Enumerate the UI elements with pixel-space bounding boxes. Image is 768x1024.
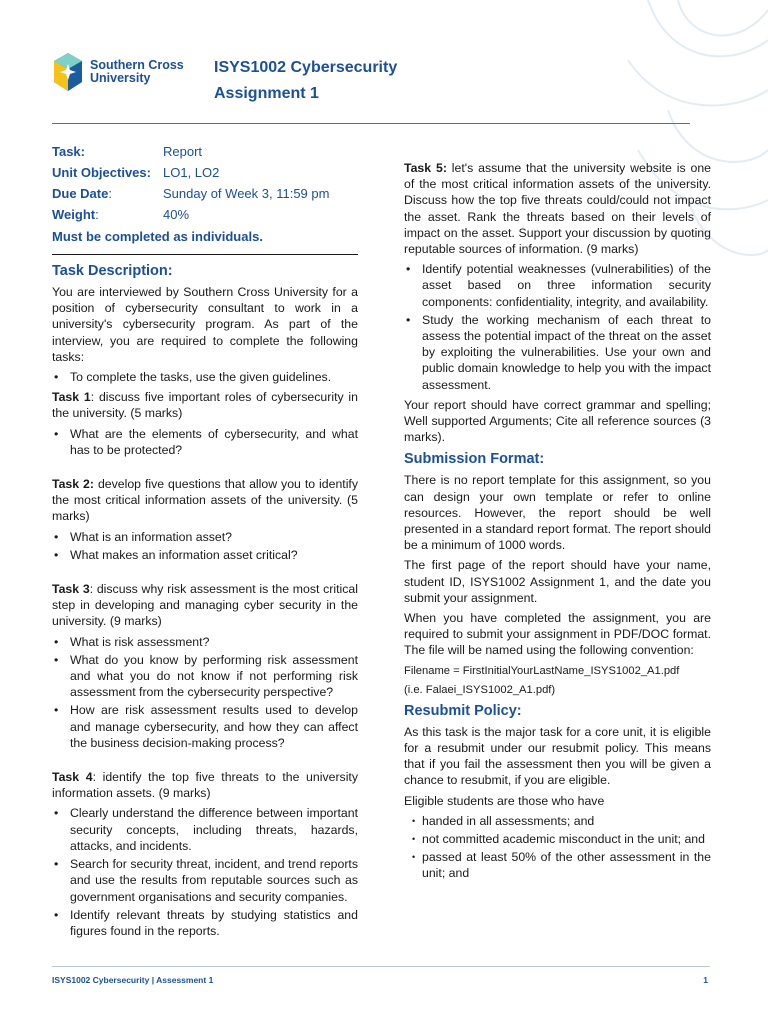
task3-text: : discuss why risk assessment is the most critical step in developing and managing cyber security in the university. (9 marks) [52,582,358,629]
page-number: 1 [703,975,708,985]
list-item: • not committed academic misconduct in the unit; and [404,831,711,847]
task1-paragraph [52,389,358,421]
meta-objectives-label: Unit Objectives: [52,165,151,180]
meta-due-value: Sunday of Week 3, 11:59 pm [163,186,330,201]
spacer [52,462,358,476]
list-item: • Study the working mechanism of each threat to assess the potential impact of the threat on the asset by exploiting the vulnerabilities. Use your own and public domain knowledge to help you with the impact assessment. [404,312,711,393]
meta-task-row [52,141,358,162]
university-name-line1: Southern Cross [90,58,184,72]
university-logo [52,52,192,92]
weight-label-text: Weight [52,207,96,222]
list-item: • What makes an information asset critical? [52,547,358,563]
section-divider [52,254,358,255]
spacer [52,755,358,769]
filename-convention: Filename = FirstInitialYourLastName_ISYS1002_A1.pdf [404,664,680,677]
intro-paragraph: You are interviewed by Southern Cross University for a position of cybersecurity consultant to work in a university's cybersecurity program. As part of the interview, you are required to complete the following tasks: [52,285,358,364]
task4-list [52,805,358,939]
submission-paragraph-3: When you have completed the assignment, you are required to submit your assignment in PDF/DOC format. The file will be named using the following convention: [404,611,711,658]
task1-label: Task 1 [52,390,91,405]
task1-text: : discuss five important roles of cybersecurity in the university. (5 marks) [52,390,358,421]
resubmit-paragraph-2: Eligible students are those who have [404,793,605,808]
task2-text: develop five questions that allow you to identify the most critical information assets of the university. (5 marks) [52,477,358,524]
task3-label: Task 3 [52,582,90,597]
task-description-heading: Task Description: [52,263,173,279]
filename-example: (i.e. Falaei_ISYS1002_A1.pdf) [404,683,556,696]
submission-paragraph-1: There is no report template for this assignment, so you can design your own template or refer to online resources. However, the report should be well presented in a standard report format. The report should be a minimum of 1000 words. [404,473,711,553]
list-item: • What are the elements of cybersecurity, and what has to be protected? [52,426,358,458]
meta-due-label [52,183,163,204]
task2-label: Task 2: [52,477,94,492]
university-name [90,59,184,85]
due-label-text: Due Date [52,186,109,201]
footer-course-label: ISYS1002 Cybersecurity | Assessment 1 [52,975,214,985]
list-item: • Clearly understand the difference between important security concepts, including threats, hazards, attacks, and incidents. [52,805,358,854]
task4-label: Task 4 [52,770,93,785]
header-divider [52,123,690,124]
task4-text: : identify the top five threats to the university information assets. (9 marks) [52,770,358,801]
task5-list [404,261,711,393]
title-assignment: Assignment 1 [214,85,319,102]
individual-note: Must be completed as individuals. [52,229,263,244]
list-item: • How are risk assessment results used to develop and manage cybersecurity, and how they can affect the business decision-making process? [52,702,358,751]
list-item: • Identify potential weaknesses (vulnerabilities) of the asset based on three information security components: confidentiality, integrity, and availability. [404,261,711,310]
meta-objectives-row [52,162,358,183]
task5-text: let's assume that the university website is one of the most critical information assets of the university. Discuss how the top five threats could/could not impact the asset. Rank the threats based on their levels of impact on the asset. Support your discussion by quoting reputable sources of information. (9 marks) [404,161,711,257]
list-item: • Search for security threat, incident, and trend reports and use the results from reputable sources such as government organisations and security companies. [52,856,358,905]
title-course: ISYS1002 Cybersecurity [214,59,398,76]
resubmit-list [404,813,711,882]
meta-task-label: Task: [52,144,85,159]
weight-label-colon: : [95,207,99,222]
meta-weight-row [52,204,358,225]
task5-paragraph [404,160,711,257]
list-item: • What do you know by performing risk assessment and what you do not know if not performing risk assessment from the cybersecurity perspective? [52,652,358,701]
resubmit-policy-heading: Resubmit Policy: [404,702,522,719]
submission-format-heading: Submission Format: [404,451,545,468]
document-title [214,55,397,107]
task2-paragraph [52,476,358,525]
footer-divider [52,966,710,967]
meta-weight-value: 40% [163,207,190,222]
list-item: • What is risk assessment? [52,634,358,650]
scu-logo-icon [52,52,84,92]
list-item: • What is an information asset? [52,529,358,545]
meta-weight-label [52,204,163,225]
right-column [404,160,711,886]
list-item: • To complete the tasks, use the given guidelines. [52,369,358,385]
submission-paragraph-2: The first page of the report should have your name, student ID, ISYS1002 Assignment 1, and the date you submit your assignment. [404,558,711,605]
task3-paragraph [52,581,358,630]
task4-paragraph [52,769,358,801]
list-item: • Identify relevant threats by studying statistics and figures found in the reports. [52,907,358,939]
spacer [52,567,358,581]
meta-due-row [52,183,358,204]
list-item: • passed at least 50% of the other assessment in the unit; and [404,849,711,881]
task3-list [52,634,358,751]
meta-objectives-value: LO1, LO2 [163,165,220,180]
list-item: • handed in all assessments; and [404,813,711,829]
resubmit-paragraph-1: As this task is the major task for a core unit, it is eligible for a resubmit under our resubmit policy. This means that if you fail the assessment then you will be given a chance to resubmit, if you are eligible. [404,724,711,788]
task1-list [52,426,358,458]
university-name-line2: University [90,71,151,85]
task2-list [52,529,358,563]
due-label-colon: : [108,186,112,201]
meta-task-value: Report [163,144,203,159]
left-column [52,141,358,943]
task5-label: Task 5: [404,161,447,175]
intro-list [52,369,358,385]
report-quality-note: Your report should have correct grammar and spelling; Well supported Arguments; Cite all reference sources (3 marks). [404,397,711,445]
